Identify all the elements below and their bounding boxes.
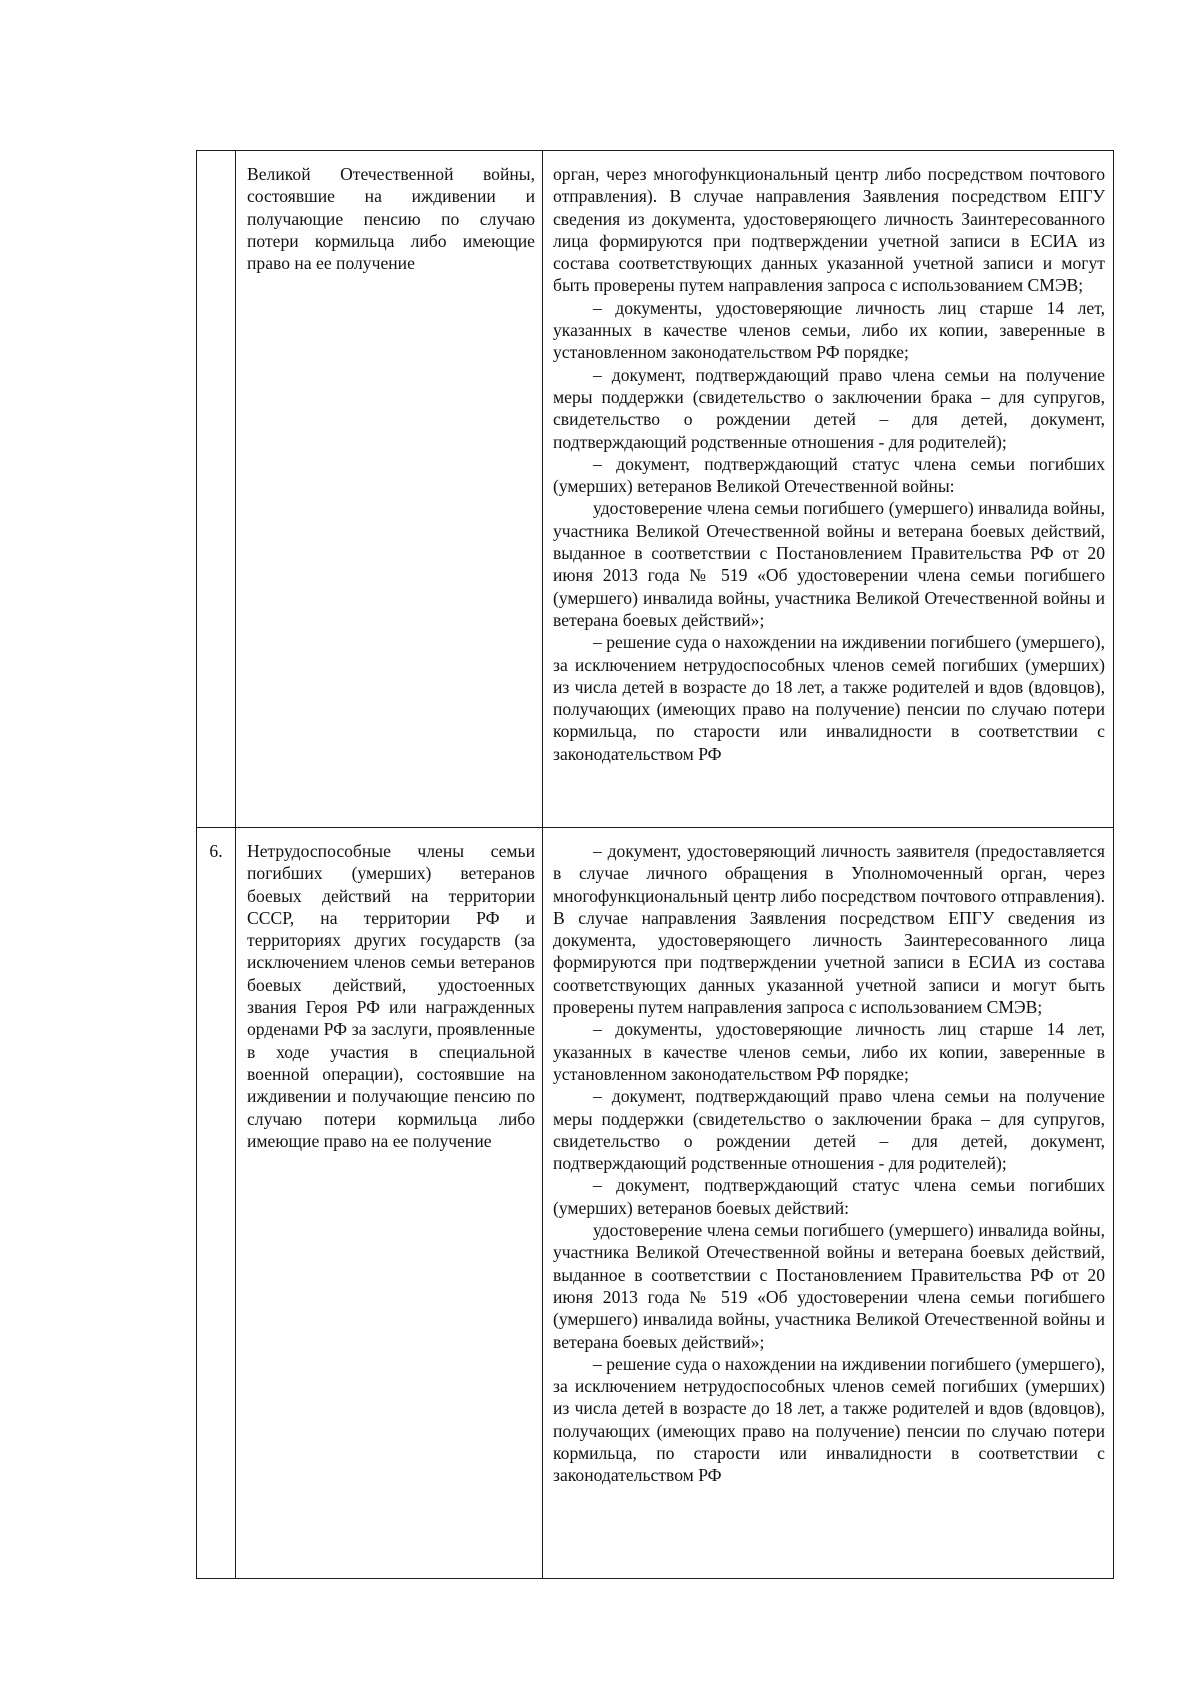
document-paragraph: – документ, подтверждающий статус члена семьи погибших (умерших) ветеранов Великой Отечественной войны: xyxy=(553,453,1105,497)
row-number xyxy=(197,151,236,828)
documents-cell xyxy=(543,151,1114,828)
table-row xyxy=(197,828,1114,1579)
documents-cell xyxy=(543,828,1114,1579)
table-row xyxy=(197,151,1114,828)
document-paragraph: – решение суда о нахождении на иждивении погибшего (умершего), за исключением нетрудоспособных членов семей погибших (умерших) из числа детей в возрасте до 18 лет, а также родителей и вдов (вдовцов), получающих (имеющих право на получение) пенсии по случаю потери кормильца, по старости или инвалидности в соответствии с законодательством РФ xyxy=(553,1353,1105,1486)
category-text: Великой Отечественной войны, состоявшие на иждивении и получающие пенсию по случаю потери кормильца либо имеющие право на ее получение xyxy=(247,164,535,274)
document-paragraph: орган, через многофункциональный центр либо посредством почтового отправления). В случае направления Заявления посредством ЕПГУ сведения из документа, удостоверяющего личность Заинтересованного лица формируются при подтверждении учетной записи в ЕСИА из состава соответствующих данных указанной учетной записи и могут быть проверены путем направления запроса с использованием СМЭВ; xyxy=(553,164,1105,296)
document-paragraph: удостоверение члена семьи погибшего (умершего) инвалида войны, участника Великой Отечественной войны и ветерана боевых действий, выданное в соответствии с Постановлением Правительства РФ от 20 июня 2013 года № 519 «Об удостоверении члена семьи погибшего (умершего) инвалида войны, участника Великой Отечественной войны и ветерана боевых действий»; xyxy=(553,1220,1105,1352)
document-paragraph: – документ, подтверждающий статус члена семьи погибших (умерших) ветеранов боевых действий: xyxy=(553,1175,1105,1218)
document-paragraph: удостоверение члена семьи погибшего (умершего) инвалида войны, участника Великой Отечественной войны и ветерана боевых действий, выданное в соответствии с Постановлением Правительства РФ от 20 июня 2013 года № 519 «Об удостоверении члена семьи погибшего (умершего) инвалида войны, участника Великой Отечественной войны и ветерана боевых действий»; xyxy=(553,498,1105,630)
document-paragraph: – документ, подтверждающий право члена семьи на получение меры поддержки (свидетельство о заключении брака – для супругов, свидетельство о рождении детей – для детей, документ, подтверждающий родственные отношения - для родителей); xyxy=(553,364,1105,452)
row-number: 6. xyxy=(197,828,236,1579)
benefits-table xyxy=(196,150,1114,1579)
category-text: Нетрудоспособные члены семьи погибших (умерших) ветеранов боевых действий на территории СССР, на территории РФ и территориях других государств (за исключением членов семьи ветеранов боевых действий, удостоенных звания Героя РФ или награжденных орденами РФ за заслуги, проявленные в ходе участия в специальной военной операции), состоявшие на иждивении и получающие пенсию по случаю потери кормильца либо имеющие право на ее получение xyxy=(247,841,535,1151)
document-paragraph: – решение суда о нахождении на иждивении погибшего (умершего), за исключением нетрудоспособных членов семей погибших (умерших) из числа детей в возрасте до 18 лет, а также родителей и вдов (вдовцов), получающих (имеющих право на получение) пенсии по случаю потери кормильца, по старости или инвалидности в соответствии с законодательством РФ xyxy=(553,632,1105,764)
category-cell xyxy=(236,828,543,1579)
document-paragraph: – документ, подтверждающий право члена семьи на получение меры поддержки (свидетельство о заключении брака – для супругов, свидетельство о рождении детей – для детей, документ, подтверждающий родственные отношения - для родителей); xyxy=(553,1086,1105,1174)
document-paragraph: – документ, удостоверяющий личность заявителя (предоставляется в случае личного обращения в Уполномоченный орган, через многофункциональный центр либо посредством почтового отправления). В случае направления Заявления посредством ЕПГУ сведения из документа, удостоверяющего личность Заинтересованного лица формируются при подтверждении учетной записи в ЕСИА из состава соответствующих данных указанной учетной записи и могут быть проверены путем направления запроса с использованием СМЭВ; xyxy=(553,841,1105,1018)
document-paragraph: – документы, удостоверяющие личность лиц старше 14 лет, указанных в качестве членов семьи, либо их копии, заверенные в установленном законодательством РФ порядке; xyxy=(553,1019,1105,1084)
document-paragraph: – документы, удостоверяющие личность лиц старше 14 лет, указанных в качестве членов семьи, либо их копии, заверенные в установленном законодательством РФ порядке; xyxy=(553,297,1105,363)
category-cell xyxy=(236,151,543,828)
